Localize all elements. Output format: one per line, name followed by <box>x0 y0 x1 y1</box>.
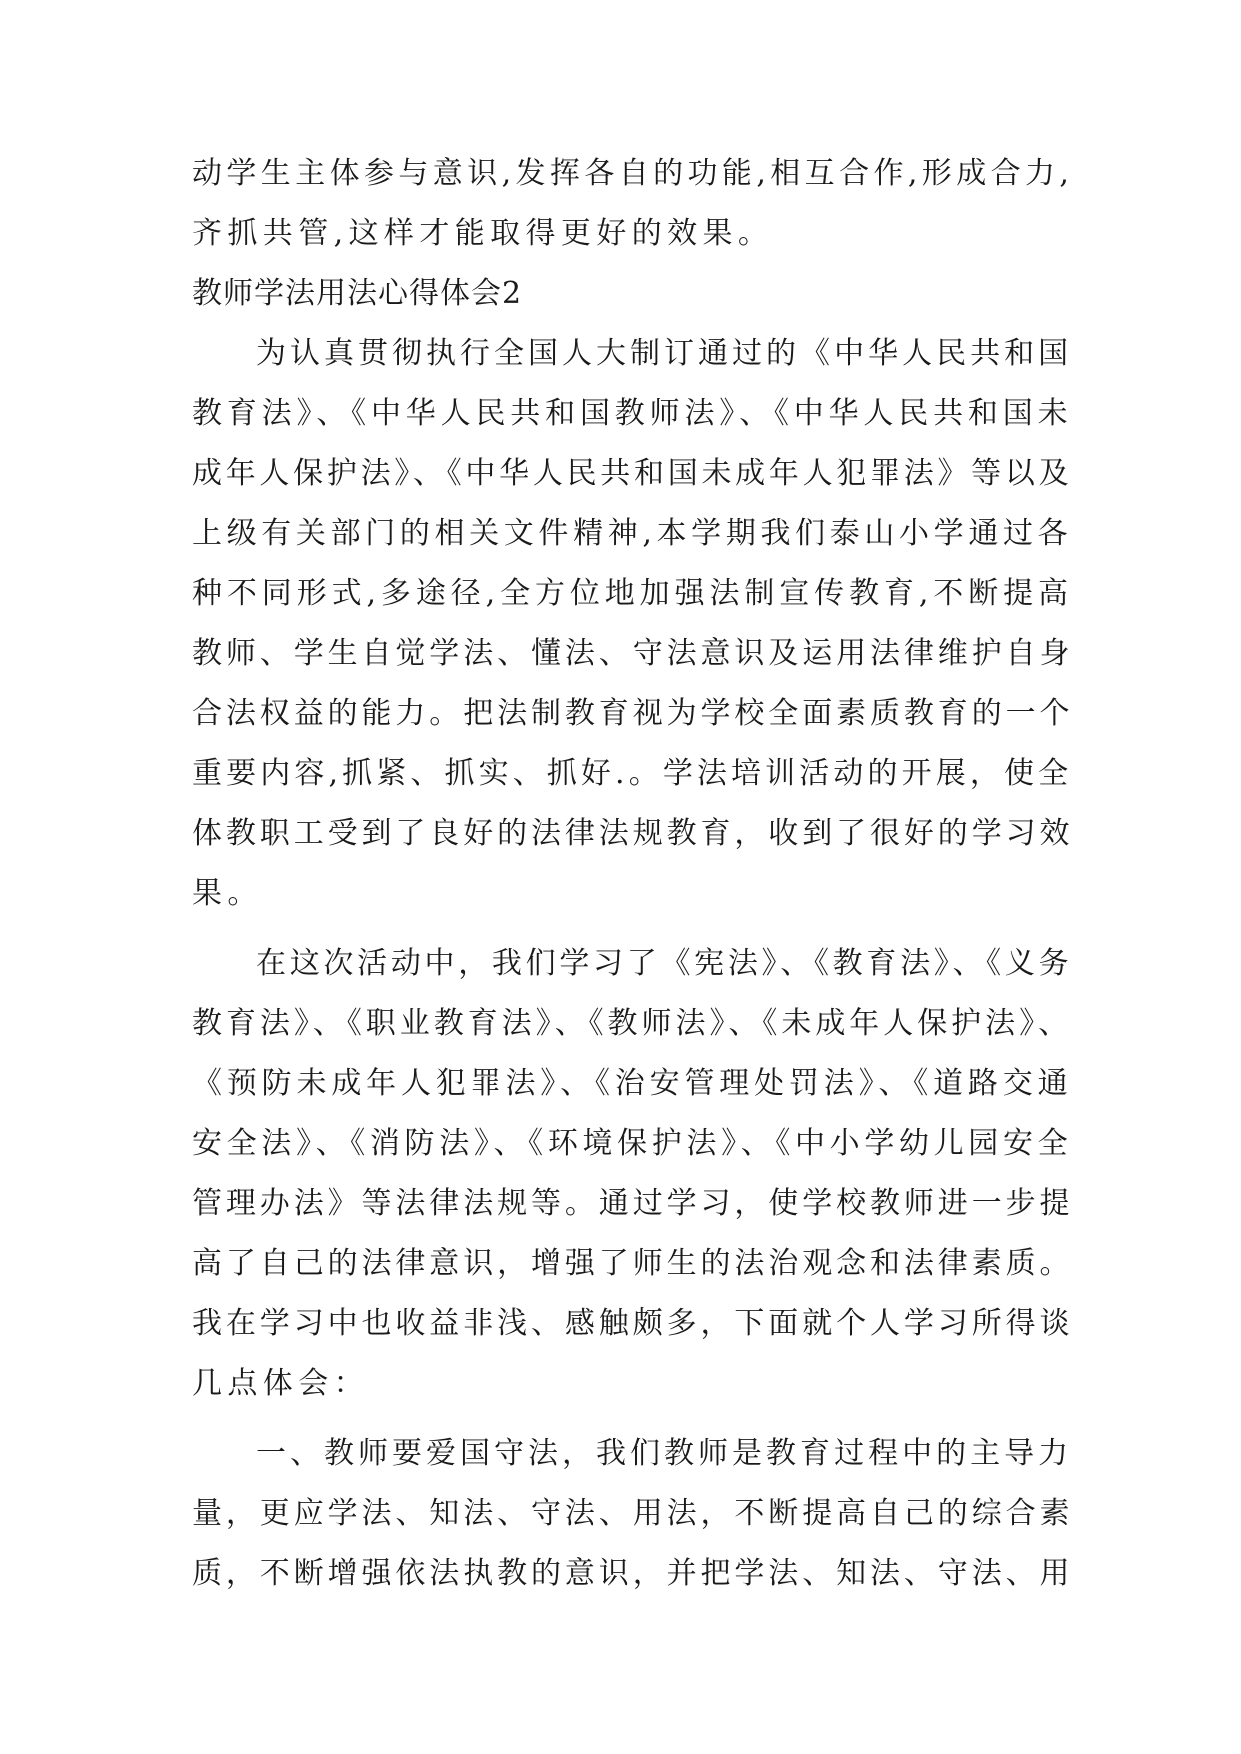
body-text-line: 我在学习中也收益非浅、感触颇多，下面就个人学习所得谈 <box>192 1306 1074 1341</box>
section-heading: 教师学法用法心得体会2 <box>192 276 523 311</box>
body-text-line: 质，不断增强依法执教的意识，并把学法、知法、守法、用 <box>192 1556 1074 1591</box>
body-text-line: 动学生主体参与意识,发挥各自的功能,相互合作,形成合力, <box>192 156 1074 191</box>
body-text-line: 重要内容,抓紧、抓实、抓好.。学法培训活动的开展，使全 <box>192 756 1072 791</box>
body-text-line: 管理办法》等法律法规等。通过学习，使学校教师进一步提 <box>192 1186 1074 1221</box>
paragraph-first-line: 在这次活动中，我们学习了《宪法》、《教育法》、《义务 <box>256 946 1072 981</box>
body-text-line: 成年人保护法》、《中华人民共和国未成年人犯罪法》等以及 <box>192 456 1072 491</box>
body-text-line: 教育法》、《职业教育法》、《教师法》、《未成年人保护法》、 <box>192 1006 1072 1041</box>
body-text-line: 体教职工受到了良好的法律法规教育，收到了很好的学习效 <box>192 816 1074 851</box>
paragraph-first-line: 一、教师要爱国守法，我们教师是教育过程中的主导力 <box>256 1436 1072 1471</box>
body-text-line: 《预防未成年人犯罪法》、《治安管理处罚法》、《道路交通 <box>192 1066 1072 1101</box>
body-text-line: 安全法》、《消防法》、《环境保护法》、《中小学幼儿园安全 <box>192 1126 1072 1161</box>
body-text-line: 齐抓共管,这样才能取得更好的效果。 <box>192 216 774 251</box>
paragraph-first-line: 为认真贯彻执行全国人大制订通过的《中华人民共和国 <box>256 336 1072 371</box>
body-text-line: 几点体会： <box>192 1366 369 1401</box>
body-text-line: 果。 <box>192 876 263 911</box>
body-text-line: 教育法》、《中华人民共和国教师法》、《中华人民共和国未 <box>192 396 1072 431</box>
body-text-line: 合法权益的能力。把法制教育视为学校全面素质教育的一个 <box>192 696 1074 731</box>
body-text-line: 量，更应学法、知法、守法、用法，不断提高自己的综合素 <box>192 1496 1074 1531</box>
body-text-line: 教师、学生自觉学法、懂法、守法意识及运用法律维护自身 <box>192 636 1074 671</box>
body-text-line: 高了自己的法律意识，增强了师生的法治观念和法律素质。 <box>192 1246 1074 1281</box>
body-text-line: 种不同形式,多途径,全方位地加强法制宣传教育,不断提高 <box>192 576 1073 611</box>
body-text-line: 上级有关部门的相关文件精神,本学期我们泰山小学通过各 <box>192 516 1072 551</box>
